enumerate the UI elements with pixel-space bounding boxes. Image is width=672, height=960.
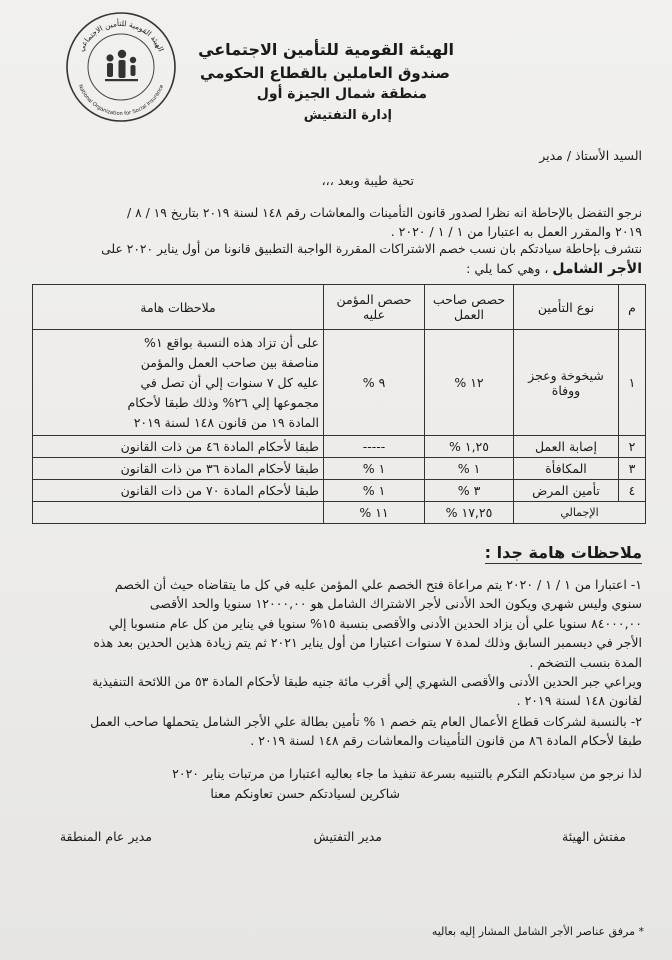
intro-line-1: نرجو التفضل بالإحاطة انه نظرا لصدور قانون التأمينات والمعاشات رقم ١٤٨ لسنة ٢٠١٩ بتاريخ ١٩ / ٨ / — [127, 206, 642, 220]
row-index: ٤ — [619, 480, 646, 502]
paragraph-line: ويراعي جبر الحدين الأدنى والأقصى الشهري إلي أقرب مائة جنيه طبقا لأحكام المادة ٥٣ من اللائحة التنفيذية — [92, 674, 642, 690]
paragraph-line: المدة بنسب التضخم . — [529, 654, 642, 670]
row-insured: ١ % — [324, 458, 425, 480]
row-notes: طبقا لأحكام المادة ٧٠ من ذات القانون — [33, 480, 324, 502]
header-employer: حصص صاحب العمل — [425, 285, 514, 330]
paragraph-line: لقانون ١٤٨ لسنة ٢٠١٩ . — [516, 693, 642, 709]
row-type: إصابة العمل — [514, 436, 619, 458]
addressee: السيد الأستاذ / مدير — [539, 148, 642, 163]
paragraph-line: الأجر في ديسمبر السابق وذلك لمدة ٧ سنوات اعتبارا من أول يناير ٢٠٢١ ثم يتم زيادة هذين الحدين بعد هذه — [93, 635, 642, 651]
notes-title: ملاحظات هامة جدا : — [484, 543, 642, 562]
intro-line-4 — [466, 261, 642, 277]
attachment-note: * مرفق عناصر الأجر الشامل المشار إليه بعاليه — [431, 925, 644, 938]
paragraph-line: ٨٤٠٠٠,٠٠ سنويا علي أن يزاد الحدين الأدنى والأقصى بنسبة ١٥% سنويا في يناير من كل عام منسوبا إلي — [108, 615, 642, 631]
row-type: تأمين المرض — [514, 480, 619, 502]
logo-text-en: National Organization for Social Insurance — [76, 83, 166, 118]
row-notes: طبقا لأحكام المادة ٣٦ من ذات القانون — [33, 458, 324, 480]
org-name: الهيئة القومية للتأمين الاجتماعي — [198, 40, 454, 59]
note-line: مجموعها إلي ٢٦% وذلك طبقا لأحكام — [127, 394, 319, 410]
organization-logo — [62, 8, 180, 126]
note-line: على أن تزاد هذه النسبة بواقع ١% — [144, 334, 319, 350]
row-insured: ٩ % — [324, 330, 425, 436]
table-row — [33, 436, 646, 458]
signature-area-director: مدير عام المنطقة — [59, 829, 152, 844]
header-type: نوع التأمين — [514, 285, 619, 330]
row-index: ١ — [619, 330, 646, 436]
intro-bold: الأجر الشامل — [552, 261, 642, 277]
intro-line-2: ٢٠١٩ والمقرر العمل به اعتبارا من ١ / ١ / ٢٠٢٠ . — [390, 224, 642, 239]
row-notes — [33, 330, 324, 436]
table-row — [33, 330, 646, 436]
row-index: ٢ — [619, 436, 646, 458]
row-notes: طبقا لأحكام المادة ٤٦ من ذات القانون — [33, 436, 324, 458]
row-employer: ١ % — [425, 458, 514, 480]
header-notes: ملاحظات هامة — [33, 285, 324, 330]
greeting: تحية طيبة وبعد ،،، — [321, 173, 414, 188]
intro-tail: ، وهي كما يلي : — [466, 261, 549, 276]
header-insured: حصص المؤمن عليه — [324, 285, 425, 330]
row-insured: ----- — [324, 436, 425, 458]
row-insured: ١ % — [324, 480, 425, 502]
row-employer: ١٢ % — [425, 330, 514, 436]
intro-line-3: نتشرف بإحاطة سيادتكم بان نسب خصم الاشتراكات المقررة الواجبة التطبيق قانونا من أول يناير ٢٠٢٠ على — [101, 242, 642, 256]
paragraph-line: ١- اعتبارا من ١ / ١ / ٢٠٢٠ يتم مراعاة فتح الخصم علي المؤمن عليه في كل ما يتقاضاه حيث أن الخصم — [114, 577, 642, 592]
note-line: عليه كل ٧ سنوات إلي أن تصل في — [140, 374, 319, 390]
row-type: المكافأة — [514, 458, 619, 480]
signature-inspector: مفتش الهيئة — [562, 829, 626, 844]
table-total-row — [33, 502, 646, 524]
table-row — [33, 480, 646, 502]
row-type: شيخوخة وعجز ووفاة — [514, 330, 619, 436]
total-label: الإجمالي — [514, 502, 646, 524]
paragraph-line: طبقا لأحكام المادة ٨٦ من قانون التأمينات والمعاشات رقم ١٤٨ لسنة ٢٠١٩ . — [250, 733, 642, 749]
total-insured: ١١ % — [324, 502, 425, 524]
total-notes-empty — [33, 502, 324, 524]
fund-name: صندوق العاملين بالقطاع الحكومي — [200, 64, 450, 82]
paragraph-line: سنوي وليس شهري ويكون الحد الأدنى لأجر الاشتراك الشامل هو ١٢٠٠٠,٠٠ سنويا والحد الأقصى — [149, 596, 642, 612]
closing-request: لذا نرجو من سيادتكم التكرم بالتنبيه بسرعة تنفيذ ما جاء بعاليه اعتبارا من مرتبات يناير ٢٠٢٠ — [172, 766, 642, 781]
header-index: م — [619, 285, 646, 330]
note-paragraph-1 — [30, 575, 642, 711]
note-line: المادة ١٩ من قانون ١٤٨ لسنة ٢٠١٩ — [133, 414, 319, 430]
contribution-rates-table — [32, 284, 646, 524]
row-employer: ١,٢٥ % — [425, 436, 514, 458]
signature-inspection-director: مدير التفتيش — [313, 829, 382, 844]
row-index: ٣ — [619, 458, 646, 480]
paragraph-line: ٢- بالنسبة لشركات قطاع الأعمال العام يتم خصم ١ % تأمين بطالة علي الأجر الشامل يتحملها صاحب العمل — [90, 714, 642, 729]
note-paragraph-2 — [30, 712, 642, 751]
department-name: إدارة التفتيش — [303, 108, 392, 123]
table-header-row — [33, 285, 646, 330]
total-employer: ١٧,٢٥ % — [425, 502, 514, 524]
closing-thanks: شاكرين لسيادتكم حسن تعاونكم معنا — [210, 786, 400, 801]
row-employer: ٣ % — [425, 480, 514, 502]
region-name: منطقة شمال الجيزة أول — [256, 86, 427, 102]
note-line: مناصفة بين صاحب العمل والمؤمن — [140, 354, 319, 370]
table-row — [33, 458, 646, 480]
logo-text-ar: الهيئة القومية للتأمين الاجتماعي — [76, 19, 166, 53]
